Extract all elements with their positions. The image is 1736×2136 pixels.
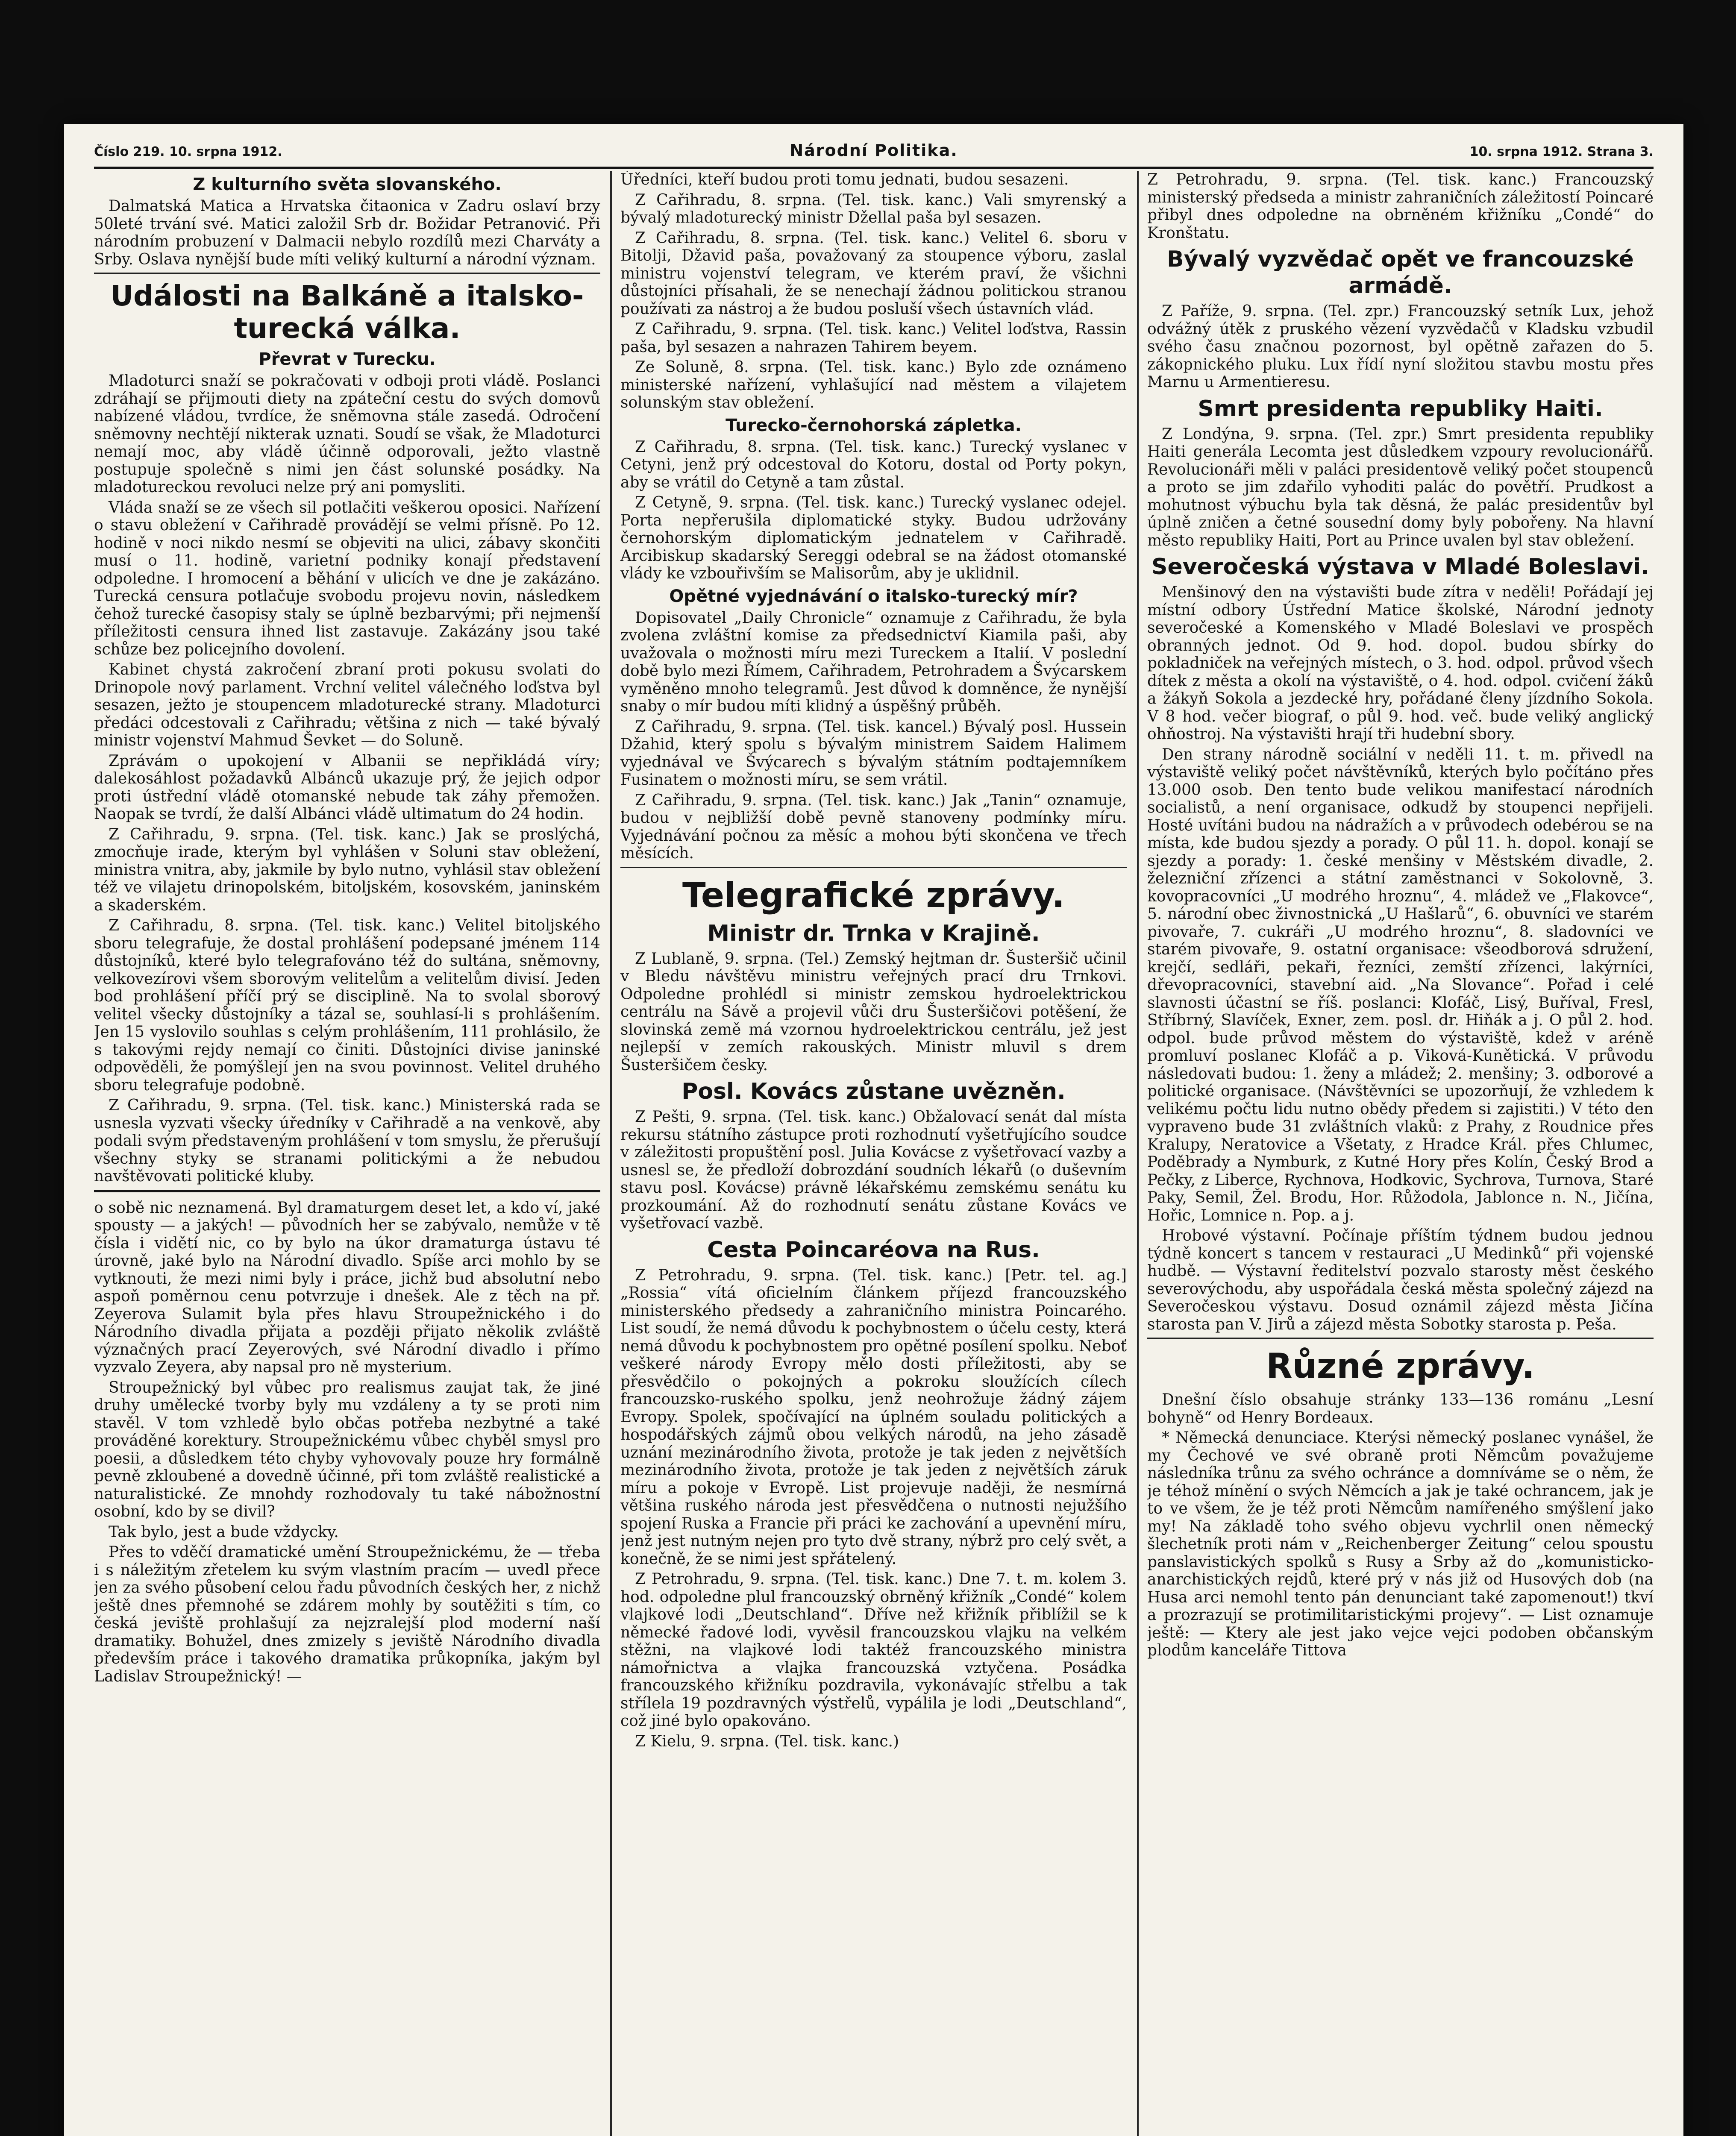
section-heading: Z kulturního světa slovanského. — [193, 175, 502, 194]
subheading: Posl. Kovács zůstane uvězněn. — [681, 1079, 1066, 1104]
section-heading: Opětné vyjednávání o italsko-turecký mír? — [669, 586, 1078, 606]
subheading: Ministr dr. Trnka v Krajině. — [707, 920, 1040, 946]
feuilleton-rule — [94, 1190, 600, 1192]
section-heading: Smrt presidenta republiky Haiti. — [1198, 396, 1603, 422]
masthead: Národní Politika. — [790, 141, 958, 160]
issue-number: Číslo 219. 10. srpna 1912. — [94, 144, 282, 159]
page-date: 10. srpna 1912. Strana 3. — [1469, 144, 1654, 159]
page-header — [94, 137, 1654, 167]
article-paragraph: Z Cařihradu, 8. srpna. (Tel. tisk. kanc.) Vali smyrenský a bývalý mladoturecký ministr Džellal paša byl sesazen. — [620, 191, 1127, 226]
article-paragraph: Den strany národně sociální v neděli 11. t. m. přivedl na výstaviště veliký počet návštěvníků, kterých bylo počítáno přes 13.000 osob. Den tento bude velikou manifestací národních socialistů, a není organisace, odkudž by stoupenci nepřijeli. Hosté uvítáni budou na nádražích a v průvodech odebérou se na místa, kde budou sjezdy a porady. O půl 11. h. dopol. konají se sjezdy a porady: 1. české menšiny v Městském divadle, 2. železniční zřízenci a státní zaměstnanci v Sokolovně, 3. kovopracovníci „U modrého hroznu“, 4. mládež ve „Flakovce“, 5. národní obec živnostnická „U Hašlarů“, 6. obuvníci ve starém pivovaře, 7. cukráři „U modrého hroznu“, 8. sladovníci ve starém pivovaře, 9. ostatní organisace: všeodborová sdružení, krejčí, sedláři, pekaři, řezníci, zemští zřízenci, lakýrníci, dřevopracovníci, stavební aid. „Na Slovance“. Pořad i celé slavnosti účastní se říš. poslanci: Klofáč, Lisý, Buříval, Fresl, Stříbrný, Slavíček, Exner, zem. posl. dr. Hiňák a j. O půl 2. hod. odpol. bude průvod městem do výstaviště, kdež v aréně promluví poslanec Klofáč a p. Viková-Kunětická. V průvodu následovati budou: 1. ženy a mládež; 2. menšiny; 3. odborové a politické organisace. (Návštěvníci se upozorňují, že vzhledem k velikému počtu lidu nutno obědy předem si zajistiti.) V této den vypraveno bude 31 zvláštních vlaků: z Prahy, z Roudnice přes Kralupy, Neratovice a Všetaty, z Hradce Král. přes Chlumec, Poděbrady a Nymburk, z Kutné Hory přes Kolín, Český Brod a Pečky, z Liberce, Rychnova, Hodkovic, Sychrova, Turnova, Staré Paky, Semil, Žel. Brodu, Hor. Růžodola, Jablonce n. N., Jičína, Hořic, Lomnice n. Pop. a j. — [1147, 745, 1654, 1224]
section-heading: Severočeská výstava v Mladé Boleslavi. — [1151, 554, 1649, 580]
article-paragraph: Ze Soluně, 8. srpna. (Tel. tisk. kanc.) Bylo zde oznámeno ministerské nařízení, vyhlašující nad městem a vilajetem solunským stav obležení. — [620, 358, 1127, 411]
article-paragraph: Z Cařihradu, 9. srpna. (Tel. tisk. kanc.) Jak „Tanin“ oznamuje, budou v nejbližší době pevně stanoveny podmínky míru. Vyjednávání počnou za měsíc a mohou býti skončena ve třech měsících. — [620, 791, 1127, 862]
section-heading: Turecko-černohorská zápletka. — [726, 415, 1022, 435]
article-paragraph: Z Paříže, 9. srpna. (Tel. zpr.) Francouzský setník Lux, jehož odvážný útěk z pruského vězení vyzvědačů v Kladsku vzbudil svého času značnou pozornost, byl opětně zařazen do 5. zákopnického pluku. Lux řídí nyní složitou stavbu mostu přes Marnu u Armentieresu. — [1147, 302, 1654, 391]
section-heading: Události na Balkáně a italsko-turecká válka. — [110, 279, 584, 345]
article-paragraph: Z Petrohradu, 9. srpna. (Tel. tisk. kanc.) Francouzský ministerský předseda a ministr zahraničních záležitostí Poincaré přibyl dnes odpoledne na obrněném křižníku „Condé“ do Kronštatu. — [1147, 171, 1654, 242]
header-rule — [94, 167, 1654, 169]
article-paragraph: Z Cařihradu, 9. srpna. (Tel. tisk. kancel.) Bývalý posl. Hussein Džahid, který spolu s bývalým ministrem Saidem Halimem vyjednával ve Švýcarech s bývalým státním podtajemníkem Fusinatem o možnosti míru, se sem vrátil. — [620, 718, 1127, 789]
feuilleton-paragraph: Přes to vděčí dramatické umění Stroupežnickému, že — třeba i s náležitým zřetelem ku svým vlastním pracím — uvedl přece jen za svého působení celou řadu původních českých her, z nichž ještě dnes přemnohé se zdárem mohly by soutěžiti s tím, co česká jeviště prohlašují za nejzralejší plod moderní naší dramatiky. Bohužel, dnes zmizely s jeviště Národního divadla především práce i takového dramatika průkopníka, jakým byl Ladislav Stroupežnický! — — [94, 1543, 600, 1685]
article-paragraph: Zprávám o upokojení v Albanii se nepřikládá víry; dalekosáhlost požadavků Albánců ukazuje prý, že jejich odpor proti ústřední vládě otomanské nebude tak záhy přemožen. Naopak se tvrdí, že další Albánci vládě ultimatum do 24 hodin. — [94, 752, 600, 823]
column-divider — [1137, 171, 1139, 2136]
article-paragraph: Z Cařihradu, 8. srpna. (Tel. tisk. kanc.) Velitel 6. sboru v Bitolji, Džavid paša, považovaný za stoupence výboru, zaslal ministru vojenství telegram, ve kterém praví, že všichni důstojníci přísahali, že se nenechají žádnou politickou stranou používati za nástroj a že budou posluší všech ústavních vlád. — [620, 229, 1127, 318]
column-2 — [620, 171, 1127, 2136]
section-heading: Bývalý vyzvědač opět ve francouzské armádě. — [1167, 246, 1634, 299]
column-3 — [1147, 171, 1654, 2136]
article-paragraph: Z Cařihradu, 8. srpna. (Tel. tisk. kanc.) Velitel bitoljského sboru telegrafuje, že dostal prohlášení podepsané jménem 114 důstojníků, které bylo telegrafováno též do sultána, sněmovny, velkovezírovi všem sborovým velitelům a velitelům divisí. Jeden bod prohlášení příčí prý se disciplině. Na to svolal sborový velitel všecky důstojníky a tázal se, souhlasí-li s prohlášením. Jen 15 vyslovilo souhlas s celým prohlášením, 111 prohlásilo, že s takovými rejdy nemají co činiti. Důstojníci divise janinské odpověděli, že pomýšlejí jen na svou povinnost. Velitel druhého sboru telegrafuje podobně. — [94, 917, 600, 1094]
feuilleton-paragraph: Stroupežnický byl vůbec pro realismus zaujat tak, že jiné druhy umělecké tvorby byly mu vzdáleny a ty se proti nim stavěl. V tom vzhledě bylo občas potřeba nezbytné a také prováděné korektury. Stroupežnickému vůbec chyběl smysl pro poesii, a důsledkem této chyby vyhovovaly pouze hry formálně pevně zkloubené a dovedně účinné, při tom zvláště realistické a naturalistické. Ze mnohdy rozhodovaly tu také nábožnostní osobní, kdo by se divil? — [94, 1379, 600, 1520]
article-paragraph: Z Cařihradu, 9. srpna. (Tel. tisk. kanc.) Ministerská rada se usnesla vyzvati všecky úředníky v Cařihradě a na venkově, aby podali svým představeným prohlášení v tom smyslu, že přerušují všechny styky se stranami politickými a že nebudou navštěvovati politické kluby. — [94, 1097, 600, 1185]
article-paragraph: * Německá denunciace. Kterýsi německý poslanec vynášel, že my Čechové ve své obraně proti Němcům považujeme následníka trůnu za svého ochránce a domníváme se o něm, že je téhož mínění o svých Němcích a jak je také ochrancem, jak je to ve všem, že je též proti Němcům namířeného smýšlení jako my! Na základě toho svého objevu vychrlil onen německý šlechetník proti nám v „Reichenberger Zeitung“ celou spoustu panslavistických spolků s Rusy a Srby až do „komunisticko-anarchistických rejdů, které prý v nás již od Husových dob (na Husa arci nemohl tento pán denunciant také zapomenout!) tkví a prozrazují se protimilitaristickými projevy“. — List oznamuje ještě: — Ktery ale jest jako vejce vejci podoben občanským plodům kanceláře Tittova — [1147, 1429, 1654, 1659]
article-paragraph: Z Cařihradu, 8. srpna. (Tel. tisk. kanc.) Turecký vyslanec v Cetyni, jenž prý odcestoval do Kotoru, dostal od Porty pokyn, aby se vrátil do Cetyně a tam zůstal. — [620, 438, 1127, 491]
article-paragraph: Dnešní číslo obsahuje stránky 133—136 románu „Lesní bohyně“ od Henry Bordeaux. — [1147, 1391, 1654, 1426]
article-paragraph: Z Petrohradu, 9. srpna. (Tel. tisk. kanc.) Dne 7. t. m. kolem 3. hod. odpoledne plul francouzský obrněný křižník „Condé“ kolem vlajkové lodi „Deutschland“. Dříve než křižník přiblížil se k německé řadové lodi, vyvěsil francouzskou vlajku na velkém stěžni, na vlajkové lodi taktéž francouzského ministra námořnictva a vlajka francouzská vztyčena. Posádka francouzského křižníku pozdravila, vykonávajíc střelbu a tak střílela 19 pozdravných výstřelů, vypálila je lodi „Deutschland“, což jiné bylo opakováno. — [620, 1570, 1127, 1730]
article-paragraph: Z Cetyně, 9. srpna. (Tel. tisk. kanc.) Turecký vyslanec odejel. Porta nepřerušila diplomatické styky. Budou udržovány černohorským diplomatickým jednatelem v Cařihradě. Arcibiskup skadarský Sereggi odebral se na žádost otomanské vlády ke vzbouřivším se Malisorům, aby je uklidnil. — [620, 494, 1127, 582]
article-paragraph: Menšinový den na výstavišti bude zítra v neděli! Pořádají jej místní odbory Ústřední Matice školské, Národní jednoty severočeské a Komenského v Mladé Boleslavi ve prospěch obranných jednot. Od 9. hod. dopol. budou sbírky do pokladniček na veřejných místech, o 3. hod. odpol. průvod všech dítek z města a okolí na výstaviště, o 4. hod. odpol. cvičení žáků a žákyň Sokola a jezdecké hry, pořádané členy jízdního Sokola. V 8 hod. večer biograf, o půl 9. hod. več. bude veliký anglický ohňostroj. Na výstavišti hrají tři hudební sbory. — [1147, 584, 1654, 743]
article-paragraph: Z Cařihradu, 9. srpna. (Tel. tisk. kanc.) Jak se proslýchá, zmocňuje irade, kterým byl vyhlášen v Soluni stav obležení, ministra vnitra, aby, jakmile by bylo nutno, vyhlásil stav obležení též ve vilajetu drinopolském, bitoljském, kosovském, janinském a skaderském. — [94, 825, 600, 914]
article-paragraph: Z Kielu, 9. srpna. (Tel. tisk. kanc.) — [635, 1732, 899, 1750]
newspaper-page — [64, 124, 1683, 2136]
article-paragraph: Dalmatská Matica a Hrvatska čitaonica v Zadru oslaví brzy 50leté trvání své. Matici založil Srb dr. Božidar Petranović. Při národním probuzení v Dalmacii nebylo rozdílů mezi Charváty a Srby. Oslava nynější bude míti veliký kulturní a národní význam. — [94, 197, 600, 268]
subheading: Převrat v Turecku. — [258, 349, 436, 369]
separator — [1147, 1338, 1654, 1339]
separator — [94, 273, 600, 274]
article-paragraph: Z Cařihradu, 9. srpna. (Tel. tisk. kanc.) Velitel loďstva, Rassin paša, byl sesazen a nahrazen Tahirem beyem. — [620, 320, 1127, 356]
article-paragraph: Hrobové výstavní. Počínaje příštím týdnem budou jednou týdně koncert s tancem v restauraci „U Medinků“ při vojenské hudbě. — Výstavní ředitelství pozvalo starosty měst českého severovýchodu, aby uspořádala česká města společný zájezd na Severočeskou výstavu. Dosud oznámil zájezd města Jičína starosta pan V. Jirů a zájezd města Sobotky starosta p. Peša. — [1147, 1227, 1654, 1333]
article-paragraph: Vláda snaží se ze všech sil potlačiti veškerou oposici. Nařízení o stavu obležení v Cařihradě provádějí se velmi přísně. Po 12. hodině v noci nikdo nesmí se objeviti na ulici, zábavy skončiti musí o 11. hodině, varietní podniky konají představení odpoledne. I hromocení a běhání v ulicích ve dne je zakázáno. Turecká censura potlačuje svobodu projevu novin, následkem čehož turecké časopisy staly se úplně bezbarvými; při nejmenší příležitosti censura ihned list zastavuje. Zakázány jsou také schůze bez policejního dovolení. — [94, 499, 600, 658]
section-heading: Telegrafické zprávy. — [682, 875, 1065, 915]
feuilleton-paragraph: o sobě nic neznamená. Byl dramaturgem deset let, a kdo ví, jaké spousty — a jakých! — původních her se zabývalo, nemůže v tě čísla i vidětí nic, co by bylo na úkor dramaturga ústavu té úrovně, jaké bylo na Národní divadlo. Spíše arci mohlo by se vytknouti, že mezi nimi byly i práce, jichž bud absolutní nebo aspoň poměrnou cenu potvrzuje i dnešek. Ale z těch na př. Zeyerova Sulamit byla přes hlavu Stroupežnického i do Národního divadla přijata a později přijato několik zvláště význačných prací Zeyerových, své Národní divadlo i přímo vyzvalo Zeyera, aby napsal pro ně mysterium. — [94, 1199, 600, 1376]
column-1 — [94, 171, 600, 2136]
separator — [620, 867, 1127, 868]
article-paragraph: Z Pešti, 9. srpna. (Tel. tisk. kanc.) Obžalovací senát dal místa rekursu státního zástupce proti rozhodnutí vyšetřujícího soudce v záležitosti propuštění posl. Julia Kovácse z vyšetřovací vazby a usnesl se, že předloží dobrozdání soudních lékařů (o duševním stavu posl. Kovácse) právně lékařskému zemskému senátu ku prozkoumání. Až do rozhodnutí senátu zůstane Kovács ve vyšetřovací vazbě. — [620, 1108, 1127, 1232]
feuilleton-paragraph: Tak bylo, jest a bude vždycky. — [109, 1523, 339, 1541]
article-paragraph: Z Londýna, 9. srpna. (Tel. zpr.) Smrt presidenta republiky Haiti generála Lecomta jest důsledkem vzpoury revolucionářů. Revolucionáři měli v paláci presidentově veliký počet stoupenců a proto se jim zdařilo vyhoditi palác do povětří. Prudkost a mohutnost výbuchu byla tak děsná, že palác presidentův byl úplně zničen a četné sousední domy byly pobořeny. Na hlavní město republiky Haiti, Port au Prince uvalen byl stav obležení. — [1147, 425, 1654, 549]
article-paragraph: Dopisovatel „Daily Chronicle“ oznamuje z Cařihradu, že byla zvolena zvláštní komise za předsednictví Kiamila paši, aby uvažovala o možnosti míru mezi Tureckem a Italií. V poslední době bylo mezi Římem, Cařihradem, Petrohradem a Švýcarskem vyměněno mnoho telegramů. Jest důvod k domněnce, že nynější snaby o mír budou míti klidný a úspěšný průběh. — [620, 609, 1127, 715]
article-paragraph: Z Petrohradu, 9. srpna. (Tel. tisk. kanc.) [Petr. tel. ag.] „Rossia“ vítá oficielním článkem příjezd francouzského ministerského předsedy a zahraničního ministra Poincarého. List soudí, že nemá důvodu k pochybnostem o účelu cesty, která nemá důvodu k pochybnostem pro opětné posílení spolku. Neboť veškeré národy Evropy mělo dosti příležitosti, aby se přesvědčilo o pokojných a pokroku sloužících cílech francouzsko-ruského spolku, jenž neohrožuje žádný zájem Evropy. Spolek, spočívající na úplném souladu politických a hospodářských zájmů obou velkých národů, na jeho zásadě uznání mezinárodního života, protože je tak jeden z největších mezinárodního života, protože je tak jeden z největších záruk míru a pokoje v Evropě. List projevuje naději, že nesmírná většina ruského národa jest přesvědčena o nutnosti nejužšího spojení Ruska a Francie při práci ke zachování a upevnění míru, jenž jest nutným nejen pro tyto dvě strany, nýbrž pro celý svět, a konečně, že se nimi jest spřátelený. — [620, 1266, 1127, 1568]
article-paragraph: Z Lublaně, 9. srpna. (Tel.) Zemský hejtman dr. Šusteršič učinil v Bledu návštěvu ministru veřejných prací dru Trnkovi. Odpoledne prohlédl si ministr zemskou hydroelektrickou centrálu na Sávě a projevil vůči dru Šusteršičovi potěšení, že slovinská země má vzornou hydroelektrickou centrálu, jež jest nejlepší v zemích rakouských. Ministr mluvil s drem Šusteršičem česky. — [620, 950, 1127, 1074]
section-heading: Různé zprávy. — [1266, 1346, 1535, 1386]
article-paragraph: Mladoturci snaží se pokračovati v odboji proti vládě. Poslanci zdráhají se přijmouti diety na zpáteční cestu do svých domovů nabízené vládou, tvrdíce, že sněmovna stále zasedá. Odročení sněmovny nechtějí nikterak uznati. Soudí se však, že Mladoturci nemají moc, aby vládě účinně odporovali, ježto vlastně postupuje společně s nimi jen část solunské posádky. Na mladotureckou revoluci nelze prý ani pomysliti. — [94, 372, 600, 496]
article-paragraph: Úředníci, kteří budou proti tomu jednati, budou sesazeni. — [620, 171, 1069, 188]
article-paragraph: Kabinet chystá zakročení zbraní proti pokusu svolati do Drinopole nový parlament. Vrchní velitel válečného loďstva byl sesazen, ježto je stoupencem mladoturecké strany. Mladoturci předáci odcestovali z Cařihradu; většina z nich — také bývalý ministr vojenství Mahmud Ševket — do Soluně. — [94, 661, 600, 749]
subheading: Cesta Poincaréova na Rus. — [707, 1237, 1040, 1263]
column-divider — [610, 171, 612, 2136]
